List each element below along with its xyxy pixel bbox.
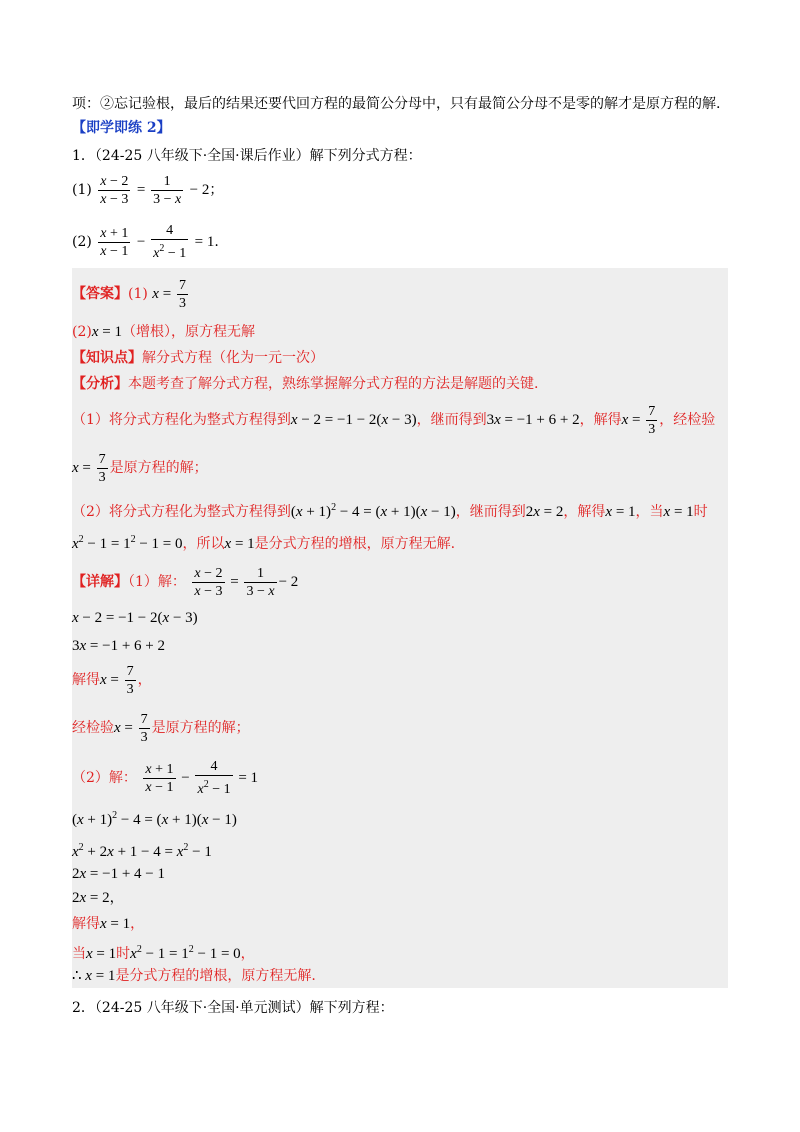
detail-eq-1: x − 2 = −1 − 2(x − 3): [72, 610, 198, 626]
detail-therefore: ∴ x = 1是分式方程的增根，原方程无解.: [72, 968, 316, 984]
analysis-step-4: $x^2 - 1 = 1^2 - 1 = 0$，所以x = 1是分式方程的增根，原方程无解.: [72, 534, 456, 552]
knowledge-tag: 【知识点】: [72, 350, 142, 366]
detail-tag: 【详解】: [72, 574, 128, 590]
text: 时: [116, 946, 131, 962]
text: ，所以: [182, 536, 225, 552]
detail-solve-2: 解得x = 1，: [72, 916, 145, 932]
question-source: （24-25 八年级下·全国·课后作业）解下列分式方程：: [94, 148, 422, 164]
fraction: $\frac{7}{3}$: [126, 663, 134, 697]
analysis-step-2: x = $\frac{7}{3}$ 是原方程的解；: [72, 451, 208, 485]
analysis-line: [72, 374, 538, 394]
text: ，: [109, 890, 124, 906]
question-number: 1．: [72, 148, 95, 164]
text: ，当: [635, 504, 664, 520]
detail-eq-6: 2x = 2，: [72, 890, 124, 906]
knowledge-line: [72, 348, 324, 368]
text: ，: [137, 672, 152, 688]
text: 是原方程的解；: [151, 720, 250, 736]
text: 经检验: [72, 720, 114, 736]
text: ，继而得到: [416, 412, 487, 428]
text: ，经检验: [659, 412, 716, 428]
fraction: $\frac{1}{3 - x}$: [153, 173, 182, 207]
detail-eq-5: 2x = −1 + 4 − 1: [72, 866, 166, 882]
text: （1）解：: [128, 574, 186, 590]
question-2-header: [72, 998, 394, 1018]
intro-line: 项：②忘记验根，最后的结果还要代回方程的最简公分母中，只有最简公分母不是零的解才是原方程的解.: [72, 96, 721, 112]
detail-line-2: （2）解： $\frac{x + 1}{x - 1}$ − $\frac{4}{x^2 - 1}$ = 1: [72, 759, 259, 797]
answer-line-2: (2)x = 1（增根），原方程无解: [72, 324, 255, 340]
text: 是原方程的解；: [109, 460, 208, 476]
fraction: $\frac{7}{3}$: [98, 451, 106, 485]
text: 是分式方程的增根，原方程无解.: [115, 968, 316, 984]
knowledge-text: 解分式方程（化为一元一次）: [142, 350, 324, 366]
question-number: 2．: [72, 1000, 95, 1016]
text: 是分式方程的增根，原方程无解.: [254, 536, 456, 552]
fraction: $\frac{x - 2}{x - 3}$: [100, 173, 129, 207]
problem-1-label: (1): [72, 182, 92, 198]
detail-line-1: 【详解】（1）解： $\frac{x - 2}{x - 3}$ = $\frac{1}{3 - x}$ − 2: [72, 565, 299, 599]
text: （2）解：: [72, 770, 137, 786]
text: ，解得: [579, 412, 622, 428]
text: 时: [693, 504, 708, 520]
detail-solve-1: 解得x = $\frac{7}{3}$ ，: [72, 663, 152, 697]
detail-eq-4: $x^2 + 2x + 1 - 4 = x^2 - 1$: [72, 842, 212, 860]
question-source: （24-25 八年级下·全国·单元测试）解下列方程：: [94, 1000, 394, 1016]
fraction: $\frac{7}{3}$: [140, 711, 148, 745]
answer-line-1: 【答案】(1) x = $\frac{7}{3}$: [72, 277, 186, 311]
answer-1-label: (1): [128, 286, 148, 302]
analysis-tag: 【分析】: [72, 376, 128, 392]
problem-1: (1) $\frac{x - 2}{x - 3}$ = $\frac{1}{3 - x}$ − 2；: [72, 173, 224, 207]
fraction: $\frac{7}{3}$: [178, 277, 186, 311]
text: ，: [130, 916, 145, 932]
fraction: $\frac{7}{3}$: [648, 403, 656, 437]
answer-2-text: （增根），原方程无解: [121, 324, 255, 340]
answer-2-label: (2): [72, 324, 92, 340]
text: ，继而得到: [455, 504, 526, 520]
punct: .: [214, 234, 219, 250]
problem-2-label: (2): [72, 234, 92, 250]
fraction: $\frac{x + 1}{x - 1}$: [100, 225, 129, 259]
section-title: 【即学即练 2】: [72, 120, 171, 136]
question-1-header: [72, 146, 422, 166]
fraction: $\frac{1}{3 - x}$: [246, 565, 275, 599]
text: （1）将分式方程化为整式方程得到: [72, 412, 291, 428]
fraction: $\frac{4}{x^2 - 1}$: [197, 759, 231, 797]
analysis-text: 本题考查了解分式方程，熟练掌握解分式方程的方法是解题的关键.: [128, 376, 539, 392]
detail-check-1: 经检验x = $\frac{7}{3}$ 是原方程的解；: [72, 711, 250, 745]
fraction: $\frac{x + 1}{x - 1}$: [145, 761, 174, 795]
fraction: $\frac{4}{x^2 - 1}$: [153, 223, 187, 261]
punct: ；: [209, 182, 224, 198]
detail-when: 当x = 1时$x^2 - 1 = 1^2 - 1 = 0$，: [72, 944, 255, 962]
analysis-step-1: （1）将分式方程化为整式方程得到x − 2 = −1 − 2(x − 3)，继而得到3x = −1 + 6 + 2，解得x = $\frac{7}{3}$ ，经检验: [72, 403, 716, 437]
analysis-step-3: （2）将分式方程化为整式方程得到$(x + 1)^2 - 4 = (x + 1)(x - 1)$，继而得到2x = 2，解得x = 1，当x = 1时: [72, 502, 708, 520]
detail-eq-2: 3x = −1 + 6 + 2: [72, 638, 166, 654]
text: ，解得: [563, 504, 606, 520]
text: （2）将分式方程化为整式方程得到: [72, 504, 291, 520]
detail-eq-3: $(x + 1)^2 - 4 = (x + 1)(x - 1)$: [72, 810, 237, 828]
answer-tag: 【答案】: [72, 286, 128, 302]
text: 解得: [72, 916, 100, 932]
fraction: $\frac{x - 2}{x - 3}$: [194, 565, 223, 599]
text: 解得: [72, 672, 100, 688]
problem-2: (2) $\frac{x + 1}{x - 1}$ − $\frac{4}{x^2 - 1}$ = 1.: [72, 223, 219, 261]
text: ，: [240, 946, 255, 962]
text: 当: [72, 946, 86, 962]
